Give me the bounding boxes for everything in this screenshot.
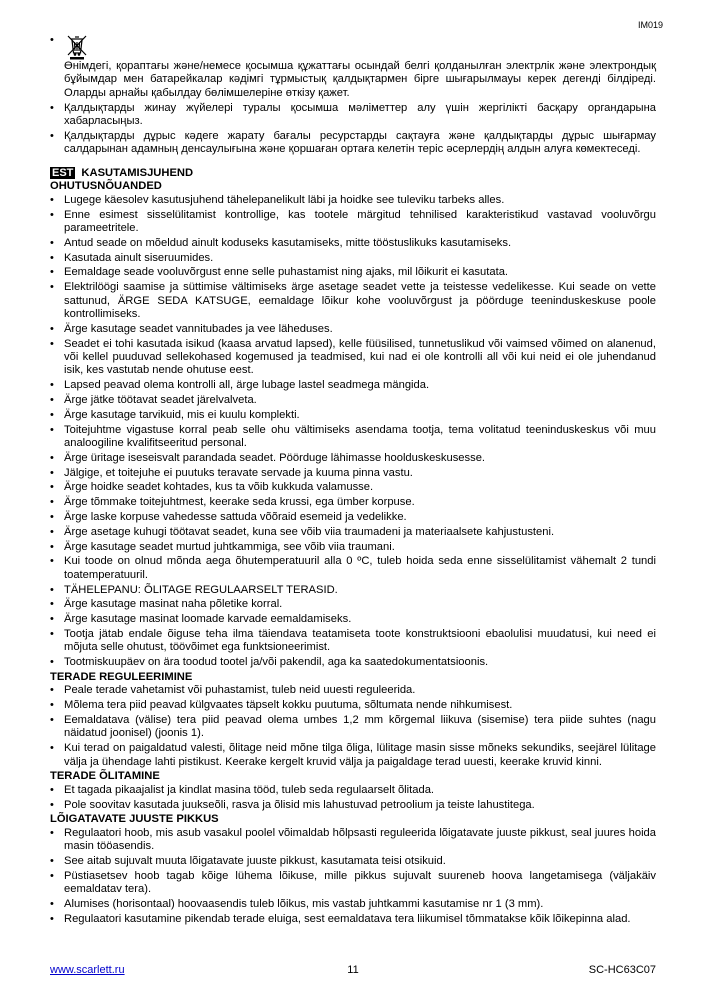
blade-oil-list: [50, 784, 656, 812]
blade-oil-heading: TERADE ÕLITAMINE: [50, 770, 160, 783]
list-item: • Püstiasetsev hoob tagab kõige lühema lõikuse, mille pikkus sujuvalt suureneb hoova langetamisega (väljakäiv eemaldatav tera).: [50, 870, 656, 897]
model-code: SC-HC63C07: [588, 964, 656, 976]
section-title-text: KASUTAMISJUHEND: [81, 167, 194, 180]
list-item: • Lugege käesolev kasutusjuhend tähelepanelikult läbi ja hoidke see tuleviku tarbeks alles.: [50, 194, 656, 207]
list-item: • Ärge jätke töötavat seadet järelvalveta.: [50, 394, 656, 407]
safety-list: [50, 194, 656, 670]
list-item: • Mõlema tera piid peavad külgvaates täpselt kokku puutuma, sõltumata nende nihkumisest.: [50, 699, 656, 712]
section-title: [50, 167, 656, 180]
list-item: • Ärge kasutage masinat naha põletike korral.: [50, 598, 656, 611]
safety-heading: OHUTUSNÕUANDED: [50, 180, 162, 193]
list-item: • Қалдықтарды жинау жүйелері туралы қосымша мәліметтер алу үшін жергілікті басқару органдарына хабарласыңыз.: [50, 102, 656, 129]
list-item: • Kui terad on paigaldatud valesti, õlitage neid mõne tilga õliga, lülitage masin sisse mõneks sekundiks, seejärel lülitage välja ja ühendage lahti pistikust. Keerake kergelt kruvid välja ja paigaldage terad uuesti, keerake kruvid kinni.: [50, 742, 656, 769]
list-item: • Ärge kasutage masinat loomade karvade eemaldamiseks.: [50, 613, 656, 626]
page-content: [50, 34, 656, 928]
crossed-bin-icon: [66, 34, 88, 60]
list-item: • Kasutada ainult siseruumides.: [50, 252, 656, 265]
list-item: • Regulaatori hoob, mis asub vasakul poolel võimaldab hõlpsasti reguleerida lõigatavate juuste pikkust, seal juures hoida masin tööasendis.: [50, 827, 656, 854]
list-item: • Tootja jätab endale õiguse teha ilma täiendava teatamiseta toote konstruktsiooni ebaolulisi muudatusi, kui need ei mõjuta selle ohutust, töövõimet ega funktsioneerimist.: [50, 628, 656, 655]
list-item: • Ärge hoidke seadet kohtades, kus ta võib kukkuda valamusse.: [50, 481, 656, 494]
list-item: • Alumises (horisontaal) hoovaasendis tuleb lõikus, mis vastab juhtkammi kasutamise nr 1 (3 mm).: [50, 898, 656, 911]
list-item: • Tootmiskuupäev on ära toodud tootel ja/või pakendil, aga ka saatedokumentatsioonis.: [50, 656, 656, 669]
list-item: • Eemaldage seade vooluvõrgust enne selle puhastamist ning ajaks, mil lõikurit ei kasutata.: [50, 266, 656, 279]
list-item: • TÄHELEPANU: ÕLITAGE REGULAARSELT TERASID.: [50, 584, 656, 597]
list-item: • Eemaldatava (välise) tera piid peavad olema umbes 1,2 mm kõrgemal liikuva (sisemise) tera piide suhtes (nagu näidatud joonisel) (joonis 1).: [50, 714, 656, 741]
model-id: IM019: [637, 20, 663, 30]
list-item: • Ärge kasutage seadet vannitubades ja vee läheduses.: [50, 323, 656, 336]
list-item: • Enne esimest sisselülitamist kontrollige, kas tootele märgitud tehnilised karakteristikud vastavad vooluvõrgu parameetritele.: [50, 209, 656, 236]
list-item: • Et tagada pikaajalist ja kindlat masina tööd, tuleb seda regulaarselt õlitada.: [50, 784, 656, 797]
list-item: • Ärge tõmmake toitejuhtmest, keerake seda krussi, ega ümber korpuse.: [50, 496, 656, 509]
list-item: • Ärge asetage kuhugi töötavat seadet, kuna see võib viia traumadeni ja materiaalsete kahjustusteni.: [50, 526, 656, 539]
kz-list: [50, 34, 656, 157]
language-badge: EST: [52, 167, 74, 180]
list-item: • Kui toode on olnud mõnda aega õhutemperatuuril alla 0 ºC, tuleb hoida seda enne sisselülitamist vähemalt 2 tundi toatemperatuuril.: [50, 555, 656, 582]
blade-adjust-list: [50, 684, 656, 769]
list-item: • Ärge kasutage seadet murtud juhtkammiga, see võib viia traumani.: [50, 541, 656, 554]
list-item: • Ärge üritage iseseisvalt parandada seadet. Pöörduge lähimasse hoolduskeskusesse.: [50, 452, 656, 465]
list-item: • Ärge kasutage tarvikuid, mis ei kuulu komplekti.: [50, 409, 656, 422]
list-item: [50, 34, 656, 100]
list-item: • Ärge laske korpuse vahedesse sattuda võõraid esemeid ja vedelikke.: [50, 511, 656, 524]
list-item: • Jälgige, et toitejuhe ei puutuks teravate servade ja kuuma pinna vastu.: [50, 467, 656, 480]
cut-length-list: [50, 827, 656, 926]
list-item: • See aitab sujuvalt muuta lõigatavate juuste pikkust, kasutamata teisi otsikuid.: [50, 855, 656, 868]
list-item: • Pole soovitav kasutada juukseõli, rasva ja õlisid mis lahustuvad petroolium ja teiste lahustitega.: [50, 799, 656, 812]
list-item: • Seadet ei tohi kasutada isikud (kaasa arvatud lapsed), kelle füüsilised, tunnetuslikud või vaimsed võimed on alanenud, või kellel puuduvad sellekohased kogemused ja teadmised, kui nad ei ole kontrolli all või kui neid ei ole juhendanud isik, kes vastutab nende ohutuse eest.: [50, 338, 656, 378]
list-item: • Regulaatori kasutamine pikendab terade eluiga, sest eemaldatava tera liikumisel tõmmatakse kõik lõikepinna alad.: [50, 913, 656, 926]
list-item-text: Өнімдегі, қораптағы және/немесе қосымша құжаттағы осындай белгі қолданылған электрлік және электрондық бұйымдар мен батарейкалар кәдімгі тұрмыстық қалдықтармен бірге шығарылмауы керек дегенді білдіреді. Оларды арнайы қабылдау бөлімшелеріне өткізу қажет.: [64, 60, 656, 99]
list-item: • Қалдықтарды дұрыс кәдеге жарату бағалы ресурстарды сақтауға және қалдықтарды дұрыс шығармау салдарынан адамның денсаулығына және қоршаған ортаға келетін теріс әсерлердің алдын алуға көмектеседі.: [50, 130, 656, 157]
page-number: 11: [347, 964, 359, 976]
list-item: • Elektrilöögi saamise ja süttimise vältimiseks ärge asetage seadet vette ja teistesse vedelikesse. Kui seade on vette sattunud, ÄRGE SEDA KATSUGE, eemaldage lõikur kohe vooluvõrgust ja pöörduge teeninduskeskuse poole kontrollimiseks.: [50, 281, 656, 321]
list-item: • Peale terade vahetamist või puhastamist, tuleb neid uuesti reguleerida.: [50, 684, 656, 697]
list-item: • Lapsed peavad olema kontrolli all, ärge lubage lastel seadmega mängida.: [50, 379, 656, 392]
list-item: • Antud seade on mõeldud ainult koduseks kasutamiseks, mitte tööstuslikuks kasutamiseks.: [50, 237, 656, 250]
website-link[interactable]: www.scarlett.ru: [50, 964, 125, 976]
list-item: • Toitejuhtme vigastuse korral peab selle ohu vältimiseks asendama tootja, tema volitatud teeninduskeskus või muu analoogiline kvalifitseeritud personal.: [50, 424, 656, 451]
cut-length-heading: LÕIGATAVATE JUUSTE PIKKUS: [50, 813, 219, 826]
blade-adjust-heading: TERADE REGULEERIMINE: [50, 671, 193, 683]
